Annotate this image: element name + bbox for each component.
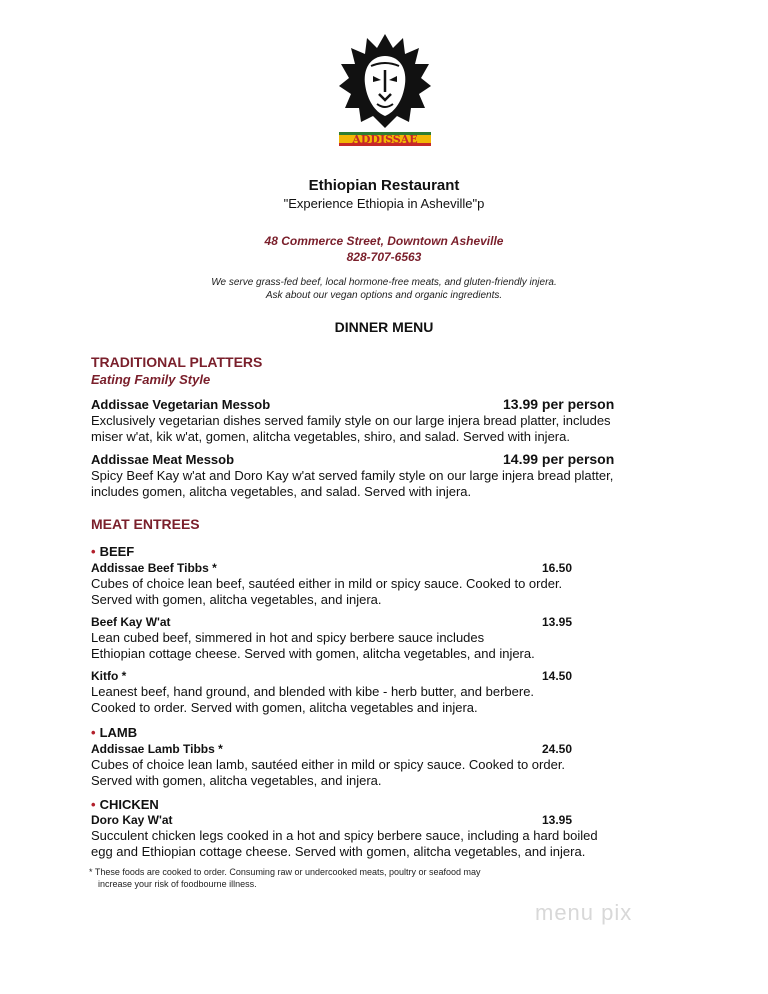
restaurant-logo bbox=[337, 30, 433, 150]
menu-item-name: Beef Kay W'at bbox=[91, 615, 171, 629]
bullet-icon: • bbox=[91, 725, 96, 740]
tagline: "Experience Ethiopia in Asheville"p bbox=[283, 196, 485, 211]
menu-item-price: 13.95 bbox=[542, 813, 573, 827]
category-chicken bbox=[91, 797, 159, 812]
menu-item-name: Doro Kay W'at bbox=[91, 813, 173, 827]
description-line: Served with gomen, alitcha vegetables, and injera. bbox=[91, 592, 382, 607]
description-line: egg and Ethiopian cottage cheese. Served with gomen, alitcha vegetables, and injera. bbox=[91, 844, 586, 859]
menu-item-description bbox=[91, 630, 661, 662]
lion-icon bbox=[337, 30, 433, 150]
watermark: menu pix bbox=[535, 900, 633, 925]
category-label: BEEF bbox=[99, 544, 135, 559]
category-beef bbox=[91, 544, 134, 559]
bullet-icon: • bbox=[91, 544, 96, 559]
description-line: Succulent chicken legs cooked in a hot and spicy berbere sauce, including a hard boiled bbox=[91, 828, 598, 843]
description-line: Spicy Beef Kay w'at and Doro Kay w'at served family style on our large injera bread platter, bbox=[91, 468, 614, 483]
description-line: includes gomen, alitcha vegetables, and salad. Served with injera. bbox=[91, 484, 472, 499]
menu-item-price: 13.95 bbox=[542, 615, 573, 629]
vegan-note: Ask about our vegan options and organic ingredients. bbox=[265, 290, 503, 301]
menu-item-price: 16.50 bbox=[542, 561, 573, 575]
menu-item-description bbox=[91, 828, 691, 860]
menu-item-description bbox=[91, 413, 661, 445]
bullet-icon: • bbox=[91, 797, 96, 812]
description-line: Cubes of choice lean lamb, sautéed either in mild or spicy sauce. Cooked to order. bbox=[91, 757, 566, 772]
menu-item-name: Addissae Vegetarian Messob bbox=[91, 397, 271, 412]
menu-item-price: 14.99 per person bbox=[503, 451, 615, 467]
description-line: Lean cubed beef, simmered in hot and spicy berbere sauce includes bbox=[91, 630, 485, 645]
section-heading-platters: TRADITIONAL PLATTERS bbox=[91, 354, 263, 370]
menu-item-description bbox=[91, 684, 661, 716]
address: 48 Commerce Street, Downtown Asheville bbox=[264, 234, 504, 248]
menu-item-description bbox=[91, 757, 661, 789]
category-label: CHICKEN bbox=[99, 797, 159, 812]
menu-item-price: 14.50 bbox=[542, 669, 573, 683]
menu-title: DINNER MENU bbox=[334, 319, 434, 335]
menu-item-price: 13.99 per person bbox=[503, 396, 615, 412]
menu-item-name: Addissae Beef Tibbs * bbox=[91, 561, 217, 575]
description-line: Ethiopian cottage cheese. Served with gomen, alitcha vegetables, and injera. bbox=[91, 646, 535, 661]
menu-item-name: Addissae Meat Messob bbox=[91, 452, 235, 467]
description-line: miser w'at, kik w'at, gomen, alitcha vegetables, shiro, and salad. Served with injera. bbox=[91, 429, 570, 444]
footnote bbox=[89, 866, 589, 890]
restaurant-title: Ethiopian Restaurant bbox=[308, 177, 460, 194]
menu-item-price: 24.50 bbox=[542, 742, 573, 756]
menu-item-description bbox=[91, 576, 661, 608]
category-label: LAMB bbox=[99, 725, 138, 740]
sourcing-note: We serve grass-fed beef, local hormone-free meats, and gluten-friendly injera. bbox=[211, 277, 557, 288]
description-line: Leanest beef, hand ground, and blended with kibe - herb butter, and berbere. bbox=[91, 684, 535, 699]
menu-item-name: Kitfo * bbox=[91, 669, 127, 683]
section-subheading: Eating Family Style bbox=[91, 372, 211, 387]
category-lamb bbox=[91, 725, 137, 740]
menu-item-description bbox=[91, 468, 661, 500]
description-line: Cooked to order. Served with gomen, alitcha vegetables and injera. bbox=[91, 700, 478, 715]
logo-text: ADDISSAE bbox=[352, 133, 418, 146]
section-heading-meat: MEAT ENTREES bbox=[91, 516, 200, 532]
description-line: Served with gomen, alitcha vegetables, and injera. bbox=[91, 773, 382, 788]
footnote-line: increase your risk of foodbourne illness. bbox=[98, 879, 257, 889]
phone-number: 828-707-6563 bbox=[346, 250, 422, 264]
description-line: Cubes of choice lean beef, sautéed either in mild or spicy sauce. Cooked to order. bbox=[91, 576, 563, 591]
description-line: Exclusively vegetarian dishes served family style on our large injera bread platter, includes bbox=[91, 413, 611, 428]
menu-item-name: Addissae Lamb Tibbs * bbox=[91, 742, 223, 756]
footnote-line: * These foods are cooked to order. Consuming raw or undercooked meats, poultry or seafood may bbox=[89, 867, 481, 877]
